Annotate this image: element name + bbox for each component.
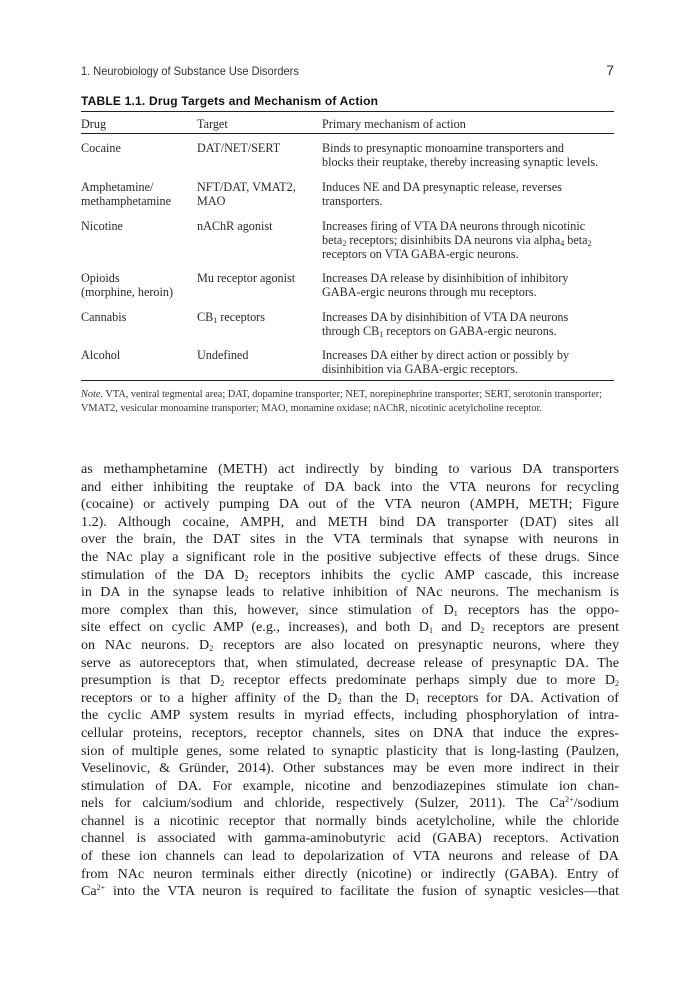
table-title: TABLE 1.1. Drug Targets and Mechanism of Action xyxy=(81,94,379,108)
table-top-rule xyxy=(81,111,614,112)
table-cell-mechanism: Increases DA release by disinhibition of inhibitory xyxy=(322,271,569,285)
table-header-rule xyxy=(81,133,614,134)
body-line: $Ca^{2+}$ into the VTA neuron is required to facilitate the fusion of synaptic vesicles—that xyxy=(81,883,619,900)
body-line: and either inhibiting the reuptake of DA back into the VTA neurons for recycling xyxy=(81,478,619,495)
table-cell-drug: Amphetamine/ xyxy=(81,180,154,194)
table-cell-drug: Nicotine xyxy=(81,219,123,233)
table-cell-mechanism: blocks their reuptake, thereby increasing synaptic levels. xyxy=(322,155,599,169)
table-cell-mechanism: through $CB_1$ receptors on GABA-ergic neurons. xyxy=(322,324,557,339)
table-header-mechanism: Primary mechanism of action xyxy=(322,117,466,131)
body-line: receptors or to a higher affinity of the $D_2$ than the $D_1$ receptors for DA. Activation of xyxy=(81,689,619,706)
table-cell-mechanism: GABA-ergic neurons through mu receptors. xyxy=(322,285,537,299)
table-cell-drug: Alcohol xyxy=(81,348,121,362)
body-line: site effect on cyclic AMP (e.g., increases), and both $D_1$ and $D_2$ receptors are present xyxy=(81,619,619,636)
table-cell-drug: (morphine, heroin) xyxy=(81,285,174,299)
body-line: in DA in the synapse leads to relative inhibition of NAc neurons. The mechanism is xyxy=(81,584,619,601)
body-line: the NAc play a significant role in the positive subjective effects of these drugs. Since xyxy=(81,548,619,565)
body-line: presumption is that $D_2$ receptor effects predominate perhaps simply due to more $D_2$ xyxy=(81,672,620,689)
body-line: channel is a nicotinic receptor that normally binds acetylcholine, while the chloride xyxy=(81,812,619,829)
table-header-drug: Drug xyxy=(81,117,107,131)
table-cell-target: MAO xyxy=(197,194,226,208)
table-cell-drug: Opioids xyxy=(81,271,120,285)
body-line: cellular proteins, receptors, receptor channels, sites on DNA that induce the expres- xyxy=(81,724,619,741)
table-cell-drug: Cocaine xyxy=(81,141,121,155)
table-cell-mechanism: transporters. xyxy=(322,194,383,208)
table-cell-mechanism: Binds to presynaptic monoamine transporters and xyxy=(322,141,565,155)
table-cell-drug: methamphetamine xyxy=(81,194,172,208)
table-note-label: Note. xyxy=(81,389,104,400)
table-cell-mechanism: disinhibition via GABA-ergic receptors. xyxy=(322,362,519,376)
body-line: as methamphetamine (METH) act indirectly by binding to various DA transporters xyxy=(81,461,619,477)
body-line: the cyclic AMP system results in myriad effects, including phosphorylation of intra- xyxy=(81,707,619,724)
body-line: channel is associated with gamma-aminobutyric acid (GABA) receptors. Activation xyxy=(81,830,619,847)
body-line: stimulation of DA. For example, nicotine and benzodiazepines stimulate ion chan- xyxy=(81,777,619,794)
table-cell-target: Undefined xyxy=(197,348,249,362)
body-line: of these ion channels can lead to depolarization of VTA neurons and release of DA xyxy=(81,848,619,865)
running-head-title: 1. Neurobiology of Substance Use Disorders xyxy=(81,64,299,78)
body-line: stimulation of the DA $D_2$ receptors inhibits the cyclic AMP cascade, this increase xyxy=(81,566,620,583)
table-cell-mechanism: Increases firing of VTA DA neurons through nicotinic xyxy=(322,219,586,233)
body-line: Veselinovic, & Gründer, 2014). Other substances may be even more indirect in their xyxy=(81,760,619,777)
table-cell-mechanism: Induces NE and DA presynaptic release, reverses xyxy=(322,180,562,194)
table-cell-target: Mu receptor agonist xyxy=(197,271,296,285)
body-line: more complex than this, however, since stimulation of $D_1$ receptors has the oppo- xyxy=(81,601,619,618)
body-line: serve as autoreceptors that, when stimulated, decrease release of presynaptic DA. The xyxy=(81,654,619,671)
body-paragraph xyxy=(81,461,619,901)
table-cell-target: $CB_1$ receptors xyxy=(197,310,265,325)
table-cell-target: nAChR agonist xyxy=(197,219,273,233)
body-line: over the brain, the DAT sites in the VTA terminals that synapse with neurons in xyxy=(81,531,619,548)
body-line: (cocaine) or actively pumping DA out of the VTA neuron (AMPH, METH; Figure xyxy=(81,496,619,513)
body-line: sion of multiple genes, some related to synaptic plasticity that is long-lasting (Paulzen, xyxy=(81,742,619,759)
table-cell-drug: Cannabis xyxy=(81,310,127,324)
running-head xyxy=(81,63,614,79)
table-cell-target: NFT/DAT, VMAT2, xyxy=(197,180,296,194)
table-note xyxy=(81,388,619,415)
table-cell-mechanism: Increases DA by disinhibition of VTA DA neurons xyxy=(322,310,569,324)
table-cell-mechanism: beta$_2$ receptors; disinhibits DA neurons via alpha$_4$ beta$_2$ xyxy=(322,233,592,248)
body-line: from NAc neuron terminals either directly (nicotine) or indirectly (GABA). Entry of xyxy=(81,865,619,882)
table-header-target: Target xyxy=(197,117,228,131)
page-number: 7 xyxy=(606,62,614,78)
table-note-text: VTA, ventral tegmental area; DAT, dopamine transporter; NET, norepinephrine transporter; SERT, serotonin transporter; VMAT2, vesicular monoamine transporter; MAO, monamine oxidase; nAChR, nicotinic acetylcholine receptor. xyxy=(81,389,603,414)
table-bottom-rule xyxy=(81,380,614,381)
body-line: 1.2). Although cocaine, AMPH, and METH bind DA transporter (DAT) sites all xyxy=(81,513,619,530)
table-cell-mechanism: Increases DA either by direct action or possibly by xyxy=(322,348,570,362)
body-line: on NAc neurons. $D_2$ receptors are also located on presynaptic neurons, where they xyxy=(81,636,619,653)
table-cell-target: DAT/NET/SERT xyxy=(197,141,281,155)
body-line: nels for calcium/sodium and chloride, respectively (Sulzer, 2011). The $Ca^{2+}$/sodium xyxy=(81,795,619,812)
table-cell-mechanism: receptors on VTA GABA-ergic neurons. xyxy=(322,247,519,261)
